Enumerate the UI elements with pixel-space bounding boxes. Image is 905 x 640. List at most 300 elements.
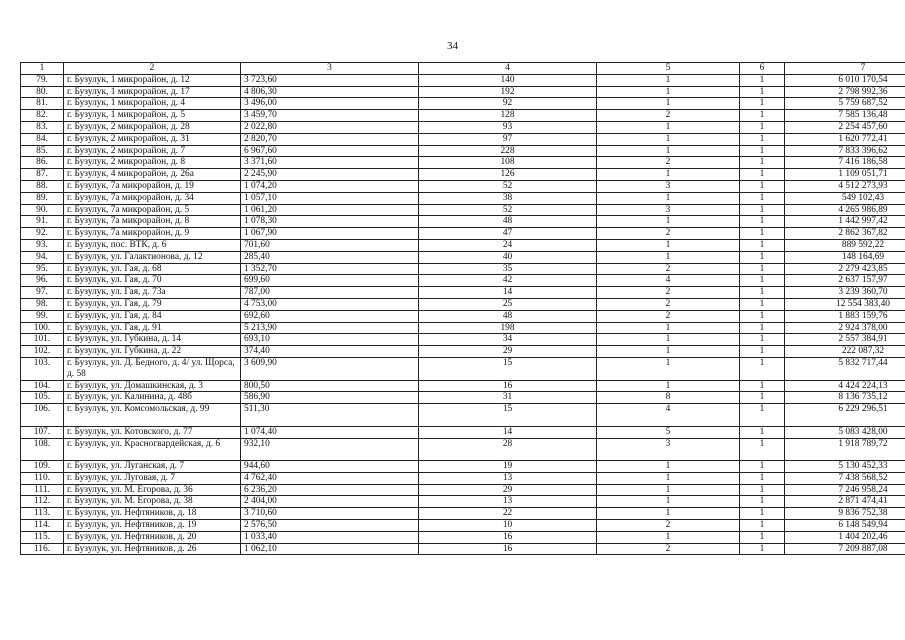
row-number-cell: 106. <box>21 404 64 427</box>
col6-cell: 1 <box>740 133 785 145</box>
area-cell: 1 074,20 <box>241 180 419 192</box>
table-row <box>21 357 905 380</box>
area-cell: 800,50 <box>241 380 419 392</box>
area-cell: 3 371,60 <box>241 157 419 169</box>
amount-cell: 2 254 457,60 <box>785 121 905 133</box>
col6-cell: 1 <box>740 520 785 532</box>
col5-cell: 1 <box>597 239 740 251</box>
count-cell: 128 <box>419 110 597 122</box>
amount-cell: 1 442 997,42 <box>785 216 905 228</box>
amount-cell: 1 109 051,71 <box>785 169 905 181</box>
col6-cell: 1 <box>740 472 785 484</box>
amount-cell: 222 087,32 <box>785 346 905 358</box>
amount-cell: 2 557 384,91 <box>785 334 905 346</box>
address-cell: г. Бузулук, ул. М. Егорова, д. 36 <box>64 484 241 496</box>
row-number-cell: 81. <box>21 98 64 110</box>
area-cell: 1 057,10 <box>241 192 419 204</box>
area-cell: 944,60 <box>241 461 419 473</box>
col5-cell: 1 <box>597 461 740 473</box>
col5-cell: 2 <box>597 157 740 169</box>
col5-cell: 3 <box>597 180 740 192</box>
col5-cell: 1 <box>597 380 740 392</box>
col5-cell: 1 <box>597 86 740 98</box>
row-number-cell: 105. <box>21 392 64 404</box>
amount-cell: 3 239 360,70 <box>785 287 905 299</box>
table-row <box>21 287 905 299</box>
area-cell: 1 074,40 <box>241 426 419 438</box>
address-cell: г. Бузулук, ул. Луганская, д. 7 <box>64 461 241 473</box>
table-row <box>21 322 905 334</box>
area-cell: 2 576,50 <box>241 520 419 532</box>
row-number-cell: 101. <box>21 334 64 346</box>
area-cell: 3 496,00 <box>241 98 419 110</box>
amount-cell: 4 424 224,13 <box>785 380 905 392</box>
amount-cell: 7 438 568,52 <box>785 472 905 484</box>
table-row <box>21 508 905 520</box>
row-number-cell: 108. <box>21 438 64 461</box>
area-cell: 1 061,20 <box>241 204 419 216</box>
count-cell: 31 <box>419 392 597 404</box>
amount-cell: 8 136 735,12 <box>785 392 905 404</box>
col6-cell: 1 <box>740 110 785 122</box>
count-cell: 28 <box>419 438 597 461</box>
count-cell: 192 <box>419 86 597 98</box>
area-cell: 1 078,30 <box>241 216 419 228</box>
address-cell: г. Бузулук, ул. Калинина, д. 48б <box>64 392 241 404</box>
table-row <box>21 392 905 404</box>
area-cell: 285,40 <box>241 251 419 263</box>
count-cell: 126 <box>419 169 597 181</box>
area-cell: 2 022,80 <box>241 121 419 133</box>
column-header: 5 <box>597 63 740 75</box>
area-cell: 4 762,40 <box>241 472 419 484</box>
amount-cell: 889 592,22 <box>785 239 905 251</box>
row-number-cell: 91. <box>21 216 64 228</box>
address-cell: г. Бузулук, ул. Луговая, д. 7 <box>64 472 241 484</box>
row-number-cell: 111. <box>21 484 64 496</box>
col6-cell: 1 <box>740 228 785 240</box>
row-number-cell: 94. <box>21 251 64 263</box>
address-cell: г. Бузулук, 1 микрорайон, д. 5 <box>64 110 241 122</box>
col6-cell: 1 <box>740 86 785 98</box>
col6-cell: 1 <box>740 322 785 334</box>
area-cell: 787,00 <box>241 287 419 299</box>
col5-cell: 1 <box>597 251 740 263</box>
count-cell: 48 <box>419 216 597 228</box>
count-cell: 13 <box>419 496 597 508</box>
table-row <box>21 426 905 438</box>
col6-cell: 1 <box>740 380 785 392</box>
col5-cell: 2 <box>597 110 740 122</box>
col6-cell: 1 <box>740 346 785 358</box>
col5-cell: 1 <box>597 508 740 520</box>
col6-cell: 1 <box>740 543 785 555</box>
table-row <box>21 543 905 555</box>
table-row <box>21 496 905 508</box>
amount-cell: 5 130 452,33 <box>785 461 905 473</box>
amount-cell: 549 102,43 <box>785 192 905 204</box>
col6-cell: 1 <box>740 204 785 216</box>
area-cell: 6 236,20 <box>241 484 419 496</box>
col6-cell: 1 <box>740 251 785 263</box>
address-cell: г. Бузулук, ул. Нефтяников, д. 26 <box>64 543 241 555</box>
area-cell: 701,60 <box>241 239 419 251</box>
row-number-cell: 84. <box>21 133 64 145</box>
column-header: 4 <box>419 63 597 75</box>
address-cell: г. Бузулук, 4 микрорайон, д. 26а <box>64 169 241 181</box>
area-cell: 1 067,90 <box>241 228 419 240</box>
table-row <box>21 228 905 240</box>
col5-cell: 1 <box>597 121 740 133</box>
row-number-cell: 103. <box>21 357 64 380</box>
address-cell: г. Бузулук, ул. Гая, д. 79 <box>64 298 241 310</box>
area-cell: 3 723,60 <box>241 74 419 86</box>
area-cell: 3 609,90 <box>241 357 419 380</box>
col5-cell: 1 <box>597 346 740 358</box>
table-row <box>21 310 905 322</box>
count-cell: 14 <box>419 426 597 438</box>
col5-cell: 2 <box>597 298 740 310</box>
col5-cell: 1 <box>597 531 740 543</box>
table-row <box>21 192 905 204</box>
col5-cell: 1 <box>597 334 740 346</box>
count-cell: 22 <box>419 508 597 520</box>
col5-cell: 4 <box>597 404 740 427</box>
col6-cell: 1 <box>740 357 785 380</box>
count-cell: 48 <box>419 310 597 322</box>
col5-cell: 2 <box>597 287 740 299</box>
page-number: 34 <box>447 40 458 52</box>
col5-cell: 1 <box>597 216 740 228</box>
col5-cell: 2 <box>597 263 740 275</box>
col6-cell: 1 <box>740 438 785 461</box>
count-cell: 16 <box>419 380 597 392</box>
table-row <box>21 531 905 543</box>
address-cell: г. Бузулук, ул. Гая, д. 91 <box>64 322 241 334</box>
amount-cell: 1 620 772,41 <box>785 133 905 145</box>
count-cell: 93 <box>419 121 597 133</box>
col6-cell: 1 <box>740 484 785 496</box>
col5-cell: 2 <box>597 228 740 240</box>
amount-cell: 4 512 273,93 <box>785 180 905 192</box>
count-cell: 92 <box>419 98 597 110</box>
row-number-cell: 99. <box>21 310 64 322</box>
col5-cell: 1 <box>597 169 740 181</box>
address-cell: г. Бузулук, 2 микрорайон, д. 7 <box>64 145 241 157</box>
amount-cell: 2 862 367,82 <box>785 228 905 240</box>
col6-cell: 1 <box>740 192 785 204</box>
table-row <box>21 263 905 275</box>
amount-cell: 12 554 383,40 <box>785 298 905 310</box>
address-cell: г. Бузулук, ул. Нефтяников, д. 20 <box>64 531 241 543</box>
address-cell: г. Бузулук, 2 микрорайон, д. 8 <box>64 157 241 169</box>
address-cell: г. Бузулук, 7а микрорайон, д. 34 <box>64 192 241 204</box>
row-number-cell: 109. <box>21 461 64 473</box>
row-number-cell: 83. <box>21 121 64 133</box>
table-row <box>21 380 905 392</box>
table-row <box>21 251 905 263</box>
table-row <box>21 145 905 157</box>
col6-cell: 1 <box>740 334 785 346</box>
count-cell: 15 <box>419 404 597 427</box>
count-cell: 108 <box>419 157 597 169</box>
col6-cell: 1 <box>740 263 785 275</box>
table-row <box>21 169 905 181</box>
table-row <box>21 86 905 98</box>
address-cell: г. Бузулук, 1 микрорайон, д. 4 <box>64 98 241 110</box>
amount-cell: 6 148 549,94 <box>785 520 905 532</box>
area-cell: 3 710,60 <box>241 508 419 520</box>
area-cell: 6 967,60 <box>241 145 419 157</box>
col5-cell: 1 <box>597 133 740 145</box>
column-header: 2 <box>64 63 241 75</box>
col5-cell: 1 <box>597 484 740 496</box>
address-cell: г. Бузулук, ул. Гая, д. 73а <box>64 287 241 299</box>
row-number-cell: 80. <box>21 86 64 98</box>
row-number-cell: 85. <box>21 145 64 157</box>
amount-cell: 2 798 992,36 <box>785 86 905 98</box>
count-cell: 47 <box>419 228 597 240</box>
area-cell: 2 245,90 <box>241 169 419 181</box>
address-cell: г. Бузулук, ул. Красногвардейская, д. 6 <box>64 438 241 461</box>
col5-cell: 1 <box>597 496 740 508</box>
row-number-cell: 113. <box>21 508 64 520</box>
area-cell: 699,60 <box>241 275 419 287</box>
count-cell: 14 <box>419 287 597 299</box>
row-number-cell: 93. <box>21 239 64 251</box>
table-row <box>21 461 905 473</box>
area-cell: 2 820,70 <box>241 133 419 145</box>
col6-cell: 1 <box>740 121 785 133</box>
address-cell: г. Бузулук, ул. Домашкинская, д. 3 <box>64 380 241 392</box>
table-row <box>21 98 905 110</box>
col6-cell: 1 <box>740 157 785 169</box>
amount-cell: 2 279 423,85 <box>785 263 905 275</box>
count-cell: 38 <box>419 192 597 204</box>
area-cell: 692,60 <box>241 310 419 322</box>
col5-cell: 1 <box>597 145 740 157</box>
area-cell: 2 404,00 <box>241 496 419 508</box>
table-row <box>21 520 905 532</box>
count-cell: 29 <box>419 484 597 496</box>
area-cell: 4 753,00 <box>241 298 419 310</box>
data-table <box>20 62 905 555</box>
area-cell: 932,10 <box>241 438 419 461</box>
col6-cell: 1 <box>740 287 785 299</box>
col6-cell: 1 <box>740 461 785 473</box>
amount-cell: 5 083 428,00 <box>785 426 905 438</box>
count-cell: 29 <box>419 346 597 358</box>
col5-cell: 3 <box>597 204 740 216</box>
row-number-cell: 82. <box>21 110 64 122</box>
address-cell: г. Бузулук, ул. Комсомольская, д. 99 <box>64 404 241 427</box>
table-row <box>21 110 905 122</box>
table-row <box>21 204 905 216</box>
col6-cell: 1 <box>740 239 785 251</box>
amount-cell: 6 010 170,54 <box>785 74 905 86</box>
address-cell: г. Бузулук, ул. Гая, д. 84 <box>64 310 241 322</box>
row-number-cell: 90. <box>21 204 64 216</box>
col6-cell: 1 <box>740 275 785 287</box>
address-cell: г. Бузулук, ул. Д. Бедного, д. 4/ ул. Щорса, д. 58 <box>64 357 241 380</box>
col5-cell: 2 <box>597 310 740 322</box>
amount-cell: 148 164,69 <box>785 251 905 263</box>
count-cell: 19 <box>419 461 597 473</box>
amount-cell: 4 265 986,89 <box>785 204 905 216</box>
row-number-cell: 86. <box>21 157 64 169</box>
area-cell: 3 459,70 <box>241 110 419 122</box>
col5-cell: 1 <box>597 98 740 110</box>
address-cell: г. Бузулук, 2 микрорайон, д. 28 <box>64 121 241 133</box>
table-row <box>21 133 905 145</box>
col5-cell: 1 <box>597 322 740 334</box>
column-header: 7 <box>785 63 905 75</box>
address-cell: г. Бузулук, ул. Губкина, д. 22 <box>64 346 241 358</box>
table-row <box>21 121 905 133</box>
address-cell: г. Бузулук, 1 микрорайон, д. 12 <box>64 74 241 86</box>
amount-cell: 1 918 789,72 <box>785 438 905 461</box>
count-cell: 52 <box>419 180 597 192</box>
amount-cell: 7 416 186,58 <box>785 157 905 169</box>
col6-cell: 1 <box>740 298 785 310</box>
address-cell: г. Бузулук, ул. Котовского, д. 77 <box>64 426 241 438</box>
row-number-cell: 116. <box>21 543 64 555</box>
address-cell: г. Бузулук, 7а микрорайон, д. 9 <box>64 228 241 240</box>
col5-cell: 3 <box>597 438 740 461</box>
col6-cell: 1 <box>740 145 785 157</box>
col6-cell: 1 <box>740 74 785 86</box>
table-row <box>21 275 905 287</box>
row-number-cell: 79. <box>21 74 64 86</box>
column-header: 3 <box>241 63 419 75</box>
count-cell: 140 <box>419 74 597 86</box>
row-number-cell: 89. <box>21 192 64 204</box>
row-number-cell: 87. <box>21 169 64 181</box>
col5-cell: 1 <box>597 74 740 86</box>
row-number-cell: 98. <box>21 298 64 310</box>
area-cell: 1 062,10 <box>241 543 419 555</box>
row-number-cell: 115. <box>21 531 64 543</box>
area-cell: 374,40 <box>241 346 419 358</box>
area-cell: 1 033,40 <box>241 531 419 543</box>
table-row <box>21 74 905 86</box>
address-cell: г. Бузулук, ул. Нефтяников, д. 19 <box>64 520 241 532</box>
count-cell: 42 <box>419 275 597 287</box>
count-cell: 15 <box>419 357 597 380</box>
row-number-cell: 97. <box>21 287 64 299</box>
col6-cell: 1 <box>740 392 785 404</box>
address-cell: г. Бузулук, ул. Галактионова, д. 12 <box>64 251 241 263</box>
count-cell: 34 <box>419 334 597 346</box>
table-header-row <box>21 63 905 75</box>
row-number-cell: 95. <box>21 263 64 275</box>
amount-cell: 2 924 378,00 <box>785 322 905 334</box>
col6-cell: 1 <box>740 310 785 322</box>
col5-cell: 1 <box>597 472 740 484</box>
col5-cell: 8 <box>597 392 740 404</box>
table-row <box>21 239 905 251</box>
table-row <box>21 484 905 496</box>
column-header: 6 <box>740 63 785 75</box>
row-number-cell: 104. <box>21 380 64 392</box>
col6-cell: 1 <box>740 496 785 508</box>
amount-cell: 2 637 157,97 <box>785 275 905 287</box>
table-row <box>21 472 905 484</box>
address-cell: г. Бузулук, пос. ВТК, д. 6 <box>64 239 241 251</box>
address-cell: г. Бузулук, ул. Гая, д. 70 <box>64 275 241 287</box>
row-number-cell: 92. <box>21 228 64 240</box>
amount-cell: 7 585 136,48 <box>785 110 905 122</box>
col6-cell: 1 <box>740 404 785 427</box>
table-row <box>21 216 905 228</box>
col6-cell: 1 <box>740 169 785 181</box>
amount-cell: 1 883 159,76 <box>785 310 905 322</box>
amount-cell: 9 836 752,38 <box>785 508 905 520</box>
address-cell: г. Бузулук, ул. Губкина, д. 14 <box>64 334 241 346</box>
count-cell: 97 <box>419 133 597 145</box>
table-row <box>21 180 905 192</box>
count-cell: 35 <box>419 263 597 275</box>
count-cell: 24 <box>419 239 597 251</box>
amount-cell: 7 833 396,62 <box>785 145 905 157</box>
col5-cell: 2 <box>597 520 740 532</box>
table-row <box>21 404 905 427</box>
area-cell: 511,30 <box>241 404 419 427</box>
address-cell: г. Бузулук, ул. Гая, д. 68 <box>64 263 241 275</box>
col6-cell: 1 <box>740 98 785 110</box>
address-cell: г. Бузулук, 7а микрорайон, д. 5 <box>64 204 241 216</box>
amount-cell: 7 209 887,08 <box>785 543 905 555</box>
col5-cell: 5 <box>597 426 740 438</box>
table-body <box>21 74 905 555</box>
address-cell: г. Бузулук, 7а микрорайон, д. 8 <box>64 216 241 228</box>
amount-cell: 2 871 474,41 <box>785 496 905 508</box>
count-cell: 228 <box>419 145 597 157</box>
row-number-cell: 102. <box>21 346 64 358</box>
count-cell: 40 <box>419 251 597 263</box>
row-number-cell: 100. <box>21 322 64 334</box>
area-cell: 1 352,70 <box>241 263 419 275</box>
row-number-cell: 88. <box>21 180 64 192</box>
col6-cell: 1 <box>740 426 785 438</box>
col5-cell: 1 <box>597 192 740 204</box>
count-cell: 10 <box>419 520 597 532</box>
row-number-cell: 114. <box>21 520 64 532</box>
table-row <box>21 334 905 346</box>
row-number-cell: 96. <box>21 275 64 287</box>
table-row <box>21 298 905 310</box>
area-cell: 4 806,30 <box>241 86 419 98</box>
col5-cell: 2 <box>597 543 740 555</box>
table-row <box>21 157 905 169</box>
address-cell: г. Бузулук, 7а микрорайон, д. 19 <box>64 180 241 192</box>
col5-cell: 4 <box>597 275 740 287</box>
area-cell: 586,90 <box>241 392 419 404</box>
address-cell: г. Бузулук, 1 микрорайон, д. 17 <box>64 86 241 98</box>
amount-cell: 5 759 687,52 <box>785 98 905 110</box>
col6-cell: 1 <box>740 180 785 192</box>
count-cell: 52 <box>419 204 597 216</box>
address-cell: г. Бузулук, ул. Нефтяников, д. 18 <box>64 508 241 520</box>
row-number-cell: 107. <box>21 426 64 438</box>
col6-cell: 1 <box>740 531 785 543</box>
column-header: 1 <box>21 63 64 75</box>
amount-cell: 1 404 202,46 <box>785 531 905 543</box>
row-number-cell: 110. <box>21 472 64 484</box>
col6-cell: 1 <box>740 508 785 520</box>
area-cell: 693,10 <box>241 334 419 346</box>
count-cell: 13 <box>419 472 597 484</box>
